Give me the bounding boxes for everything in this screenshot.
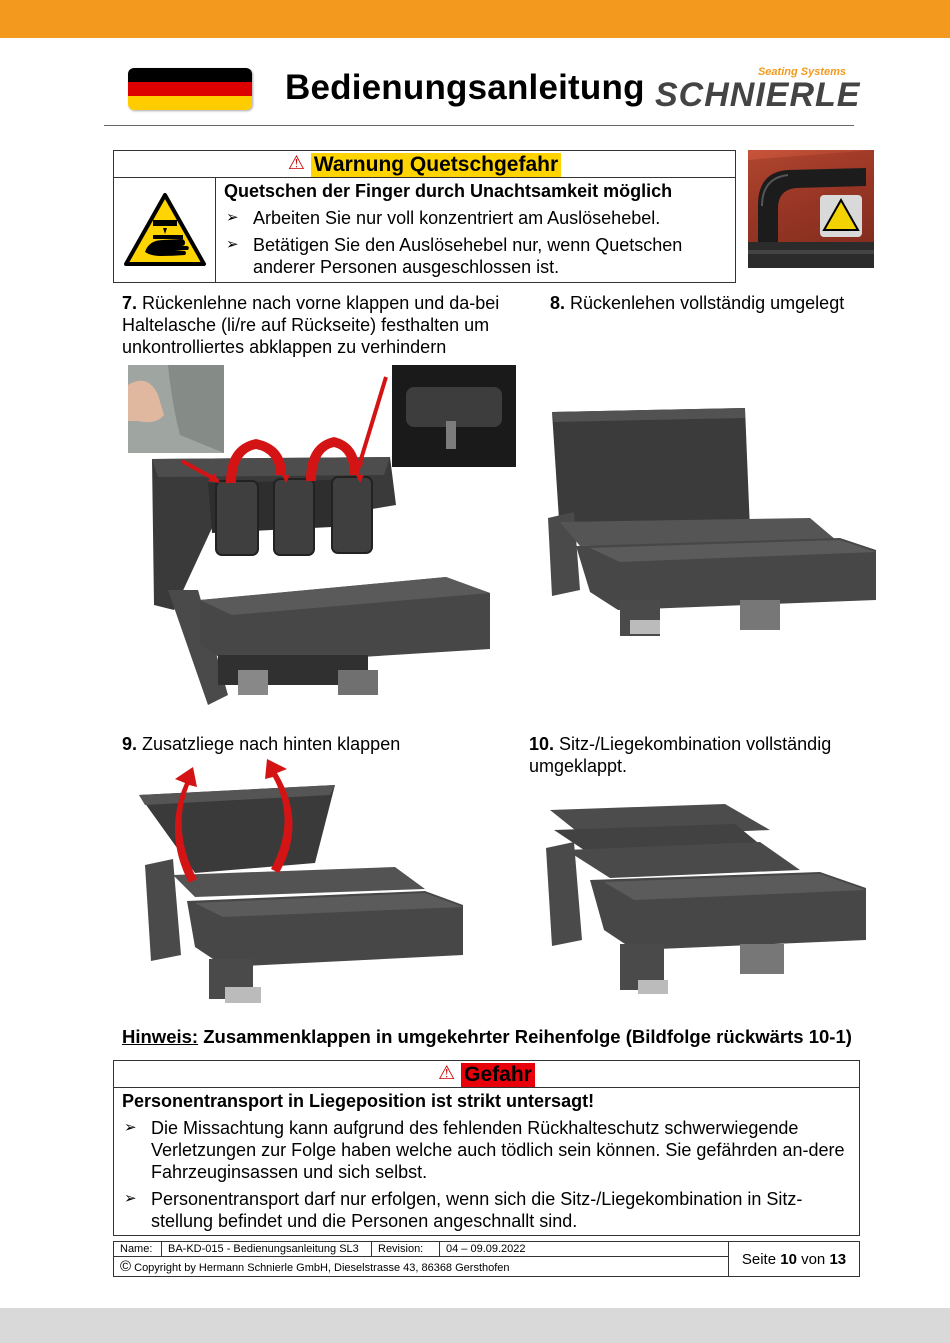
step-9-photo xyxy=(125,755,470,1017)
warning-header xyxy=(114,151,736,178)
step-9-caption xyxy=(122,733,442,755)
step-number: 9. xyxy=(122,734,138,754)
schnierle-logo xyxy=(655,66,861,114)
warning-triangle-icon: ⚠ xyxy=(438,1063,456,1084)
logo-name: SCHNIERLE xyxy=(655,76,861,114)
warning-list xyxy=(224,207,727,278)
danger-list xyxy=(122,1117,851,1232)
note-line xyxy=(122,1026,852,1048)
step-text: Rückenlehen vollständig umgelegt xyxy=(570,293,845,313)
top-accent-bar xyxy=(0,0,950,38)
step-10-caption xyxy=(529,733,869,777)
german-flag-icon xyxy=(128,68,252,110)
footer-copyright: © Copyright by Hermann Schnierle GmbH, Dieselstrasse 43, 86368 Gersthofen xyxy=(114,1257,729,1277)
list-item: ➢ Arbeiten Sie nur voll konzentriert am Auslösehebel. xyxy=(224,207,727,229)
hand-crush-hazard-icon xyxy=(123,192,207,268)
footer-name-label: Name: xyxy=(114,1242,162,1257)
note-text: Zusammenklappen in umgekehrter Reihenfolge (Bildfolge rückwärts 10-1) xyxy=(203,1026,852,1047)
copyright-icon: © xyxy=(120,1258,132,1275)
footer-revision-label: Revision: xyxy=(372,1242,440,1257)
bottom-bar xyxy=(0,1308,950,1343)
step-number: 10. xyxy=(529,734,555,754)
step-number: 7. xyxy=(122,293,138,313)
step-8-photo xyxy=(530,400,882,650)
footer-table xyxy=(113,1241,860,1277)
footer-revision-value: 04 – 09.09.2022 xyxy=(440,1242,729,1257)
note-label: Hinweis: xyxy=(122,1026,199,1047)
danger-heading: Gefahr xyxy=(461,1063,535,1087)
step-text: Rückenlehne nach vorne klappen und da-bei Haltelasche (li/re auf Rückseite) festhalten um unkontrolliertes abklappen zu verhindern xyxy=(122,293,500,357)
total-pages: 13 xyxy=(829,1250,847,1268)
document-title: Bedienungsanleitung xyxy=(285,68,645,107)
step-10-photo xyxy=(530,790,890,1018)
header-divider xyxy=(104,125,854,126)
warning-content xyxy=(216,178,736,283)
logo-tagline: Seating Systems xyxy=(757,66,846,78)
warning-subheading: Quetschen der Finger durch Unachtsamkeit möglich xyxy=(224,181,673,201)
danger-content xyxy=(114,1088,860,1236)
danger-box xyxy=(113,1060,860,1236)
warning-box xyxy=(113,150,736,283)
release-lever-photo xyxy=(748,150,874,268)
danger-header xyxy=(114,1061,860,1088)
danger-subheading: Personentransport in Liegeposition ist strikt untersagt! xyxy=(122,1091,595,1111)
step-text: Sitz-/Liegekombination vollständig umgeklappt. xyxy=(529,734,832,776)
step-text: Zusatzliege nach hinten klappen xyxy=(142,734,401,754)
step-7-photo xyxy=(128,365,516,715)
list-item: ➢ Die Missachtung kann aufgrund des fehlenden Rückhalteschutz schwerwiegende Verletzungen zur Folge haben welche auch tödlich sein können. Sie gefährden an-dere Fahrzeuginsassen und sich selbst. xyxy=(122,1117,851,1183)
page-number: Seite 10 von 13 xyxy=(729,1242,860,1277)
current-page: 10 xyxy=(780,1250,797,1268)
step-number: 8. xyxy=(550,293,566,313)
warning-triangle-icon: ⚠ xyxy=(287,153,305,174)
hazard-symbol-cell xyxy=(114,178,216,283)
step-7-caption xyxy=(122,292,517,358)
footer-name-value: BA-KD-015 - Bedienungsanleitung SL3 xyxy=(162,1242,372,1257)
list-item: ➢ Betätigen Sie den Auslösehebel nur, wenn Quetschen anderer Personen ausgeschlossen ist. xyxy=(224,234,727,278)
step-8-caption xyxy=(550,292,880,314)
warning-heading: Warnung Quetschgefahr xyxy=(311,153,561,177)
list-item: ➢ Personentransport darf nur erfolgen, wenn sich die Sitz-/Liegekombination in Sitz-stellung befindet und die Personen angeschnallt sind. xyxy=(122,1188,851,1232)
